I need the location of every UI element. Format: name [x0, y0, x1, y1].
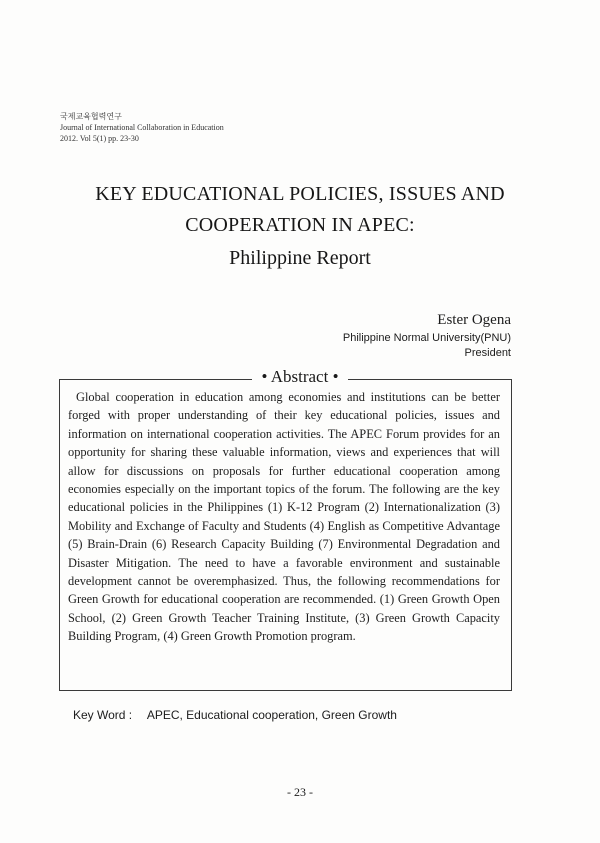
author-position: President [464, 347, 511, 359]
journal-issue-info: 2012. Vol 5(1) pp. 23-30 [60, 134, 139, 143]
author-block [343, 311, 511, 361]
keywords-values: APEC, Educational cooperation, Green Growth [146, 708, 397, 722]
paper-title-line-2: COOPERATION IN APEC: [185, 214, 415, 236]
journal-english-title: Journal of International Collaboration in Education [60, 123, 224, 132]
abstract-paragraph: Global cooperation in education among economies and institutions can be better forged with proper understanding of their key educational policies, issues and information on international cooperation activities. The APEC Forum provides for an opportunity for sharing these valuable information, views and experiences that will allow for discussions on proposals for further educational cooperation among economies especially on the important topics of the forum. The following are the key educational policies in the Philippines (1) K-12 Program (2) Internationalization (3) Mobility and Exchange of Faculty and Students (4) English as Competitive Advantage (5) Brain-Drain (6) Research Capacity Building (7) Environmental Degradation and Disaster Mitigation. The need to have a favorable environment and sustainable development cannot be overemphasized. Thus, the following recommendations for Green Growth for educational cooperation are recommended. (1) Green Growth Open School, (2) Green Growth Teacher Training Institute, (3) Green Growth Capacity Building Program, (4) Green Growth Promotion program. [68, 390, 500, 644]
paper-title-block [0, 179, 600, 274]
page-number: - 23 - [287, 785, 313, 799]
keywords-line [73, 708, 397, 723]
abstract-heading-text: • Abstract • [252, 367, 347, 386]
abstract-body [68, 388, 500, 646]
paper-title-line-1: KEY EDUCATIONAL POLICIES, ISSUES AND [95, 183, 505, 205]
author-name: Ester Ogena [437, 312, 511, 328]
abstract-heading [0, 366, 600, 388]
author-affiliation: Philippine Normal University(PNU) [342, 332, 511, 344]
keywords-label: Key Word : [73, 708, 133, 722]
paper-subtitle: Philippine Report [229, 247, 371, 269]
journal-header [60, 111, 224, 144]
journal-korean-title: 국제교육협력연구 [60, 112, 122, 121]
